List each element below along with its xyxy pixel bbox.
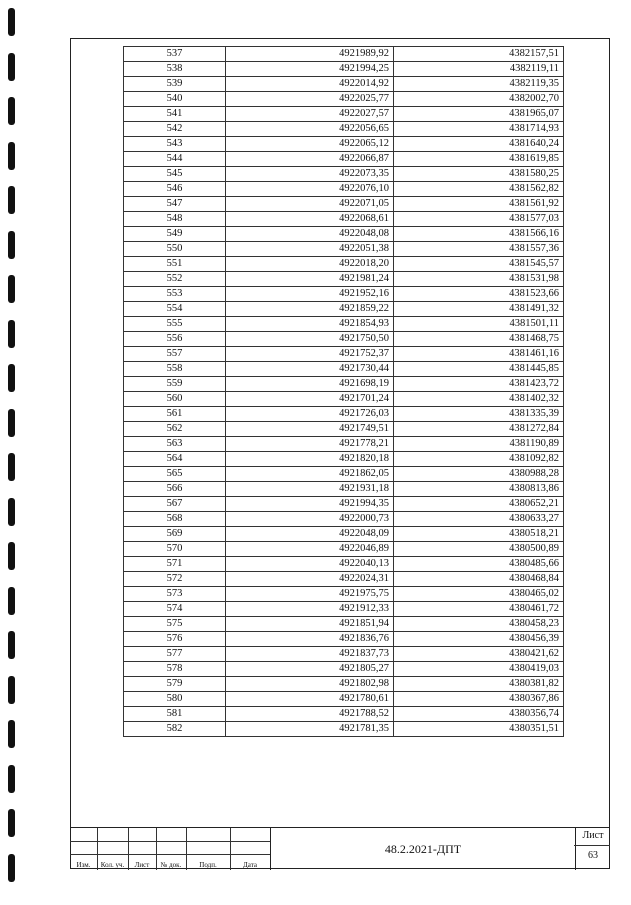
y-coordinate-cell: 4381580,25: [394, 167, 564, 182]
binding-hole-mark: [8, 142, 15, 170]
y-coordinate-cell: 4380633,27: [394, 512, 564, 527]
table-row: [124, 167, 564, 182]
point-number-cell: 565: [124, 467, 226, 482]
point-number-cell: 562: [124, 422, 226, 437]
point-number-cell: 579: [124, 677, 226, 692]
y-coordinate-cell: 4381531,98: [394, 272, 564, 287]
point-number-cell: 556: [124, 332, 226, 347]
x-coordinate-cell: 4921931,18: [226, 482, 394, 497]
table-row: [124, 467, 564, 482]
x-coordinate-cell: 4921780,61: [226, 692, 394, 707]
table-row: [124, 122, 564, 137]
x-coordinate-cell: 4921820,18: [226, 452, 394, 467]
x-coordinate-cell: 4921802,98: [226, 677, 394, 692]
table-row: [124, 497, 564, 512]
label-quantity: Кол. уч.: [100, 861, 125, 869]
point-number-cell: 563: [124, 437, 226, 452]
y-coordinate-cell: 4381491,32: [394, 302, 564, 317]
table-row: [124, 317, 564, 332]
point-number-cell: 566: [124, 482, 226, 497]
point-number-cell: 550: [124, 242, 226, 257]
point-number-cell: 542: [124, 122, 226, 137]
table-row: [124, 347, 564, 362]
y-coordinate-cell: 4380367,86: [394, 692, 564, 707]
point-number-cell: 569: [124, 527, 226, 542]
table-row: [124, 587, 564, 602]
binding-hole-mark: [8, 720, 15, 748]
table-row: [124, 392, 564, 407]
table-row: [124, 362, 564, 377]
table-row: [124, 647, 564, 662]
y-coordinate-cell: 4380468,84: [394, 572, 564, 587]
x-coordinate-cell: 4921851,94: [226, 617, 394, 632]
y-coordinate-cell: 4381501,11: [394, 317, 564, 332]
binding-hole-mark: [8, 364, 15, 392]
table-row: [124, 422, 564, 437]
binding-hole-mark: [8, 231, 15, 259]
y-coordinate-cell: 4380518,21: [394, 527, 564, 542]
y-coordinate-cell: 4380465,02: [394, 587, 564, 602]
x-coordinate-cell: 4921778,21: [226, 437, 394, 452]
point-number-cell: 578: [124, 662, 226, 677]
title-block-rule: [70, 841, 270, 842]
y-coordinate-cell: 4380461,72: [394, 602, 564, 617]
sheet-number: 63: [588, 850, 598, 861]
x-coordinate-cell: 4921781,35: [226, 722, 394, 737]
binding-hole-mark: [8, 631, 15, 659]
y-coordinate-cell: 4381965,07: [394, 107, 564, 122]
point-number-cell: 572: [124, 572, 226, 587]
table-row: [124, 602, 564, 617]
label-signature: Подп.: [199, 861, 217, 869]
y-coordinate-cell: 4380421,62: [394, 647, 564, 662]
x-coordinate-cell: 4921750,50: [226, 332, 394, 347]
x-coordinate-cell: 4921994,25: [226, 62, 394, 77]
y-coordinate-cell: 4380458,23: [394, 617, 564, 632]
point-number-cell: 577: [124, 647, 226, 662]
binding-hole-mark: [8, 409, 15, 437]
point-number-cell: 548: [124, 212, 226, 227]
label-doc-number: № док.: [160, 861, 182, 869]
x-coordinate-cell: 4921836,76: [226, 632, 394, 647]
binding-hole-mark: [8, 542, 15, 570]
binding-hole-mark: [8, 186, 15, 214]
table-row: [124, 452, 564, 467]
y-coordinate-cell: 4380485,66: [394, 557, 564, 572]
y-coordinate-cell: 4380381,82: [394, 677, 564, 692]
point-number-cell: 540: [124, 92, 226, 107]
binding-hole-mark: [8, 498, 15, 526]
point-number-cell: 546: [124, 182, 226, 197]
point-number-cell: 561: [124, 407, 226, 422]
point-number-cell: 538: [124, 62, 226, 77]
y-coordinate-cell: 4381562,82: [394, 182, 564, 197]
y-coordinate-cell: 4381423,72: [394, 377, 564, 392]
x-coordinate-cell: 4922068,61: [226, 212, 394, 227]
x-coordinate-cell: 4921749,51: [226, 422, 394, 437]
table-row: [124, 212, 564, 227]
table-row: [124, 377, 564, 392]
table-row: [124, 482, 564, 497]
x-coordinate-cell: 4921989,92: [226, 47, 394, 62]
x-coordinate-cell: 4922024,31: [226, 572, 394, 587]
point-number-cell: 547: [124, 197, 226, 212]
x-coordinate-cell: 4921726,03: [226, 407, 394, 422]
x-coordinate-cell: 4921854,93: [226, 317, 394, 332]
point-number-cell: 571: [124, 557, 226, 572]
x-coordinate-cell: 4922065,12: [226, 137, 394, 152]
binding-hole-mark: [8, 587, 15, 615]
y-coordinate-cell: 4380652,21: [394, 497, 564, 512]
point-number-cell: 552: [124, 272, 226, 287]
y-coordinate-cell: 4381566,16: [394, 227, 564, 242]
y-coordinate-cell: 4380419,03: [394, 662, 564, 677]
table-row: [124, 677, 564, 692]
y-coordinate-cell: 4380351,51: [394, 722, 564, 737]
point-number-cell: 551: [124, 257, 226, 272]
point-number-cell: 539: [124, 77, 226, 92]
point-number-cell: 544: [124, 152, 226, 167]
x-coordinate-cell: 4921837,73: [226, 647, 394, 662]
point-number-cell: 553: [124, 287, 226, 302]
y-coordinate-cell: 4381557,36: [394, 242, 564, 257]
point-number-cell: 559: [124, 377, 226, 392]
point-number-cell: 580: [124, 692, 226, 707]
x-coordinate-cell: 4921912,33: [226, 602, 394, 617]
table-row: [124, 197, 564, 212]
binding-holes: [6, 0, 20, 905]
y-coordinate-cell: 4381561,92: [394, 197, 564, 212]
x-coordinate-cell: 4921975,75: [226, 587, 394, 602]
title-block: [70, 827, 610, 869]
table-row: [124, 152, 564, 167]
x-coordinate-cell: 4921752,37: [226, 347, 394, 362]
x-coordinate-cell: 4922014,92: [226, 77, 394, 92]
point-number-cell: 568: [124, 512, 226, 527]
x-coordinate-cell: 4922040,13: [226, 557, 394, 572]
y-coordinate-cell: 4382119,11: [394, 62, 564, 77]
x-coordinate-cell: 4921862,05: [226, 467, 394, 482]
sheet-rule: [574, 845, 610, 846]
table-row: [124, 92, 564, 107]
binding-hole-mark: [8, 320, 15, 348]
coordinates-table: [123, 46, 564, 737]
point-number-cell: 570: [124, 542, 226, 557]
y-coordinate-cell: 4382119,35: [394, 77, 564, 92]
y-coordinate-cell: 4381402,32: [394, 392, 564, 407]
y-coordinate-cell: 4381577,03: [394, 212, 564, 227]
table-row: [124, 332, 564, 347]
point-number-cell: 558: [124, 362, 226, 377]
sheet-label: Лист: [582, 830, 604, 841]
point-number-cell: 560: [124, 392, 226, 407]
x-coordinate-cell: 4921730,44: [226, 362, 394, 377]
table-row: [124, 257, 564, 272]
title-block-rule: [70, 854, 270, 855]
binding-hole-mark: [8, 97, 15, 125]
x-coordinate-cell: 4922056,65: [226, 122, 394, 137]
x-coordinate-cell: 4922051,38: [226, 242, 394, 257]
x-coordinate-cell: 4921952,16: [226, 287, 394, 302]
binding-hole-mark: [8, 676, 15, 704]
table-row: [124, 632, 564, 647]
y-coordinate-cell: 4381461,16: [394, 347, 564, 362]
table-row: [124, 407, 564, 422]
label-change: Изм.: [76, 861, 91, 869]
table-row: [124, 707, 564, 722]
x-coordinate-cell: 4921805,27: [226, 662, 394, 677]
table-row: [124, 287, 564, 302]
y-coordinate-cell: 4381335,39: [394, 407, 564, 422]
x-coordinate-cell: 4922000,73: [226, 512, 394, 527]
y-coordinate-cell: 4381619,85: [394, 152, 564, 167]
table-row: [124, 272, 564, 287]
x-coordinate-cell: 4922076,10: [226, 182, 394, 197]
x-coordinate-cell: 4922046,89: [226, 542, 394, 557]
y-coordinate-cell: 4381545,57: [394, 257, 564, 272]
point-number-cell: 557: [124, 347, 226, 362]
point-number-cell: 573: [124, 587, 226, 602]
x-coordinate-cell: 4921981,24: [226, 272, 394, 287]
y-coordinate-cell: 4381092,82: [394, 452, 564, 467]
table-row: [124, 542, 564, 557]
table-row: [124, 722, 564, 737]
point-number-cell: 549: [124, 227, 226, 242]
table-row: [124, 572, 564, 587]
y-coordinate-cell: 4381523,66: [394, 287, 564, 302]
y-coordinate-cell: 4380813,86: [394, 482, 564, 497]
label-sheet: Лист: [134, 861, 150, 869]
table-row: [124, 107, 564, 122]
x-coordinate-cell: 4922018,20: [226, 257, 394, 272]
y-coordinate-cell: 4381714,93: [394, 122, 564, 137]
y-coordinate-cell: 4380356,74: [394, 707, 564, 722]
point-number-cell: 582: [124, 722, 226, 737]
binding-hole-mark: [8, 8, 15, 36]
point-number-cell: 555: [124, 317, 226, 332]
point-number-cell: 545: [124, 167, 226, 182]
point-number-cell: 574: [124, 602, 226, 617]
table-row: [124, 47, 564, 62]
table-row: [124, 302, 564, 317]
table-row: [124, 77, 564, 92]
point-number-cell: 567: [124, 497, 226, 512]
point-number-cell: 537: [124, 47, 226, 62]
binding-hole-mark: [8, 275, 15, 303]
x-coordinate-cell: 4922073,35: [226, 167, 394, 182]
y-coordinate-cell: 4381640,24: [394, 137, 564, 152]
binding-hole-mark: [8, 809, 15, 837]
x-coordinate-cell: 4921859,22: [226, 302, 394, 317]
x-coordinate-cell: 4922027,57: [226, 107, 394, 122]
x-coordinate-cell: 4922071,05: [226, 197, 394, 212]
point-number-cell: 554: [124, 302, 226, 317]
point-number-cell: 575: [124, 617, 226, 632]
x-coordinate-cell: 4922025,77: [226, 92, 394, 107]
x-coordinate-cell: 4921701,24: [226, 392, 394, 407]
table-row: [124, 512, 564, 527]
table-row: [124, 242, 564, 257]
x-coordinate-cell: 4922048,09: [226, 527, 394, 542]
x-coordinate-cell: 4922066,87: [226, 152, 394, 167]
table-row: [124, 527, 564, 542]
x-coordinate-cell: 4922048,08: [226, 227, 394, 242]
point-number-cell: 564: [124, 452, 226, 467]
table-row: [124, 617, 564, 632]
table-row: [124, 557, 564, 572]
table-row: [124, 437, 564, 452]
binding-hole-mark: [8, 453, 15, 481]
table-row: [124, 227, 564, 242]
y-coordinate-cell: 4380500,89: [394, 542, 564, 557]
point-number-cell: 543: [124, 137, 226, 152]
y-coordinate-cell: 4382002,70: [394, 92, 564, 107]
y-coordinate-cell: 4381190,89: [394, 437, 564, 452]
binding-hole-mark: [8, 53, 15, 81]
y-coordinate-cell: 4381272,84: [394, 422, 564, 437]
point-number-cell: 576: [124, 632, 226, 647]
y-coordinate-cell: 4381445,85: [394, 362, 564, 377]
table-row: [124, 62, 564, 77]
point-number-cell: 541: [124, 107, 226, 122]
table-row: [124, 182, 564, 197]
x-coordinate-cell: 4921698,19: [226, 377, 394, 392]
y-coordinate-cell: 4380988,28: [394, 467, 564, 482]
x-coordinate-cell: 4921788,52: [226, 707, 394, 722]
point-number-cell: 581: [124, 707, 226, 722]
table-row: [124, 692, 564, 707]
y-coordinate-cell: 4382157,51: [394, 47, 564, 62]
document-code: 48.2.2021-ДПТ: [270, 828, 576, 870]
table-row: [124, 662, 564, 677]
binding-hole-mark: [8, 854, 15, 882]
binding-hole-mark: [8, 765, 15, 793]
table-row: [124, 137, 564, 152]
x-coordinate-cell: 4921994,35: [226, 497, 394, 512]
label-date: Дата: [243, 861, 257, 869]
y-coordinate-cell: 4381468,75: [394, 332, 564, 347]
y-coordinate-cell: 4380456,39: [394, 632, 564, 647]
